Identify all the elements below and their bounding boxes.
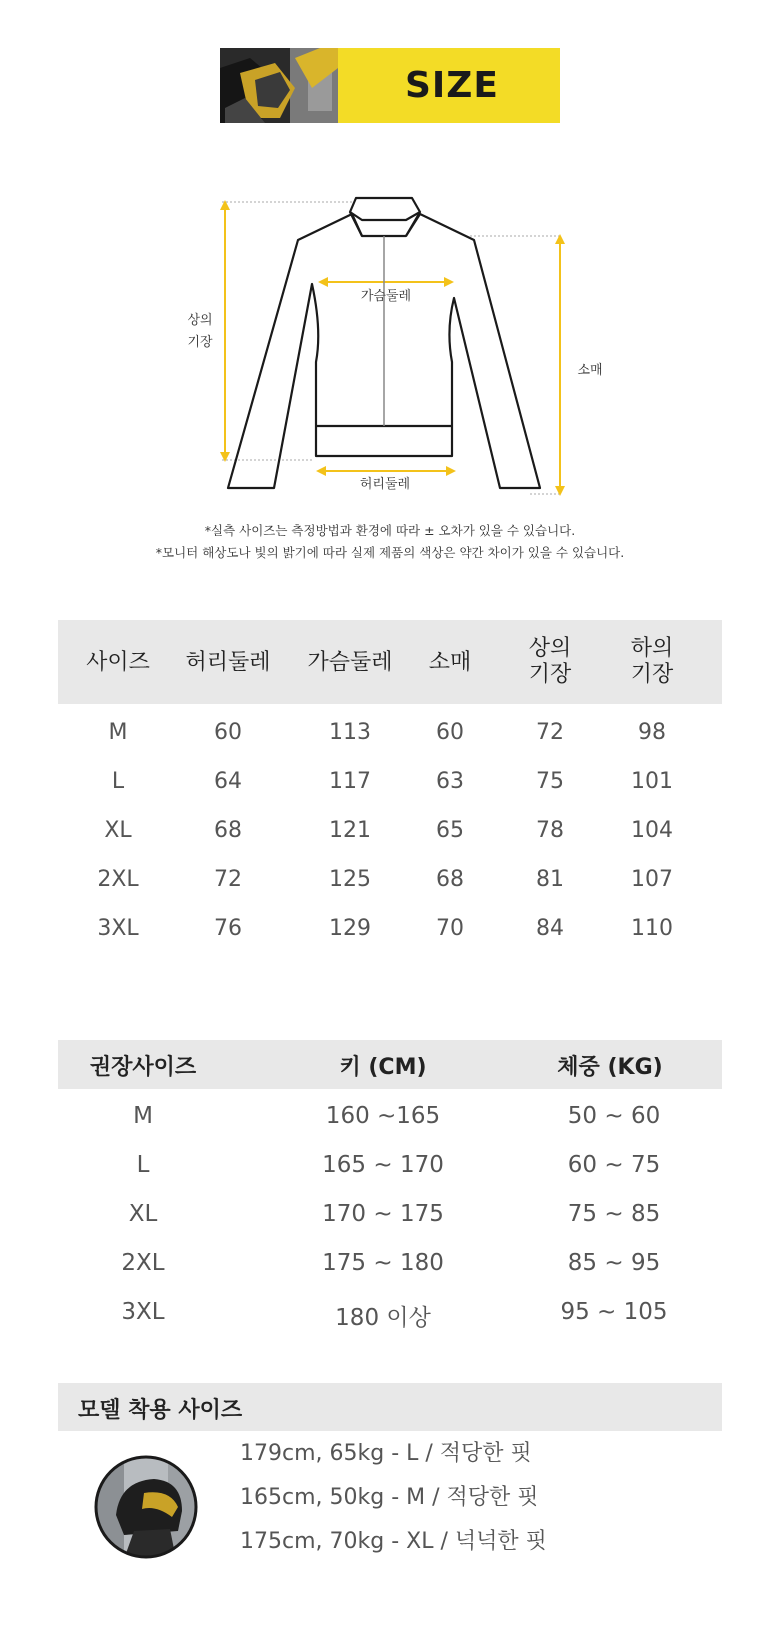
size-table-column-header-line: 사이즈 (86, 650, 150, 675)
jacket-diagram (0, 190, 780, 520)
model-section-title: 모델 착용 사이즈 (78, 1398, 243, 1423)
size-table-cell: 121 (329, 818, 371, 843)
size-table-cell: XL (104, 818, 132, 843)
note-monitor-color: *모니터 해상도나 빛의 밝기에 따라 실제 제품의 색상은 약간 차이가 있을 수 있습니다. (155, 545, 625, 560)
size-table-column-header (631, 636, 674, 688)
size-table-cell: 60 (436, 720, 464, 745)
size-table-cell: 3XL (97, 916, 139, 941)
size-table-cell: 63 (436, 769, 464, 794)
size-table-cell: 78 (536, 818, 564, 843)
size-table-cell: 84 (536, 916, 564, 941)
size-table-cell: 129 (329, 916, 371, 941)
note-measurement-tolerance: *실측 사이즈는 측정방법과 환경에 따라 ± 오차가 있을 수 있습니다. (204, 523, 576, 538)
recommend-table-cell: 165 ~ 170 (322, 1152, 444, 1178)
label-top-length (178, 310, 222, 354)
recommend-table-column-header: 체중 (KG) (557, 1055, 663, 1080)
size-table-cell: 72 (214, 867, 242, 892)
label-top-length-line1: 상의 (187, 313, 213, 328)
size-table-cell: 104 (631, 818, 673, 843)
size-table-cell: 72 (536, 720, 564, 745)
size-table-cell: 76 (214, 916, 242, 941)
label-waist: 허리둘레 (359, 477, 411, 492)
size-table-cell: 107 (631, 867, 673, 892)
size-table-cell: L (111, 769, 125, 794)
measurement-notes (0, 520, 780, 564)
label-sleeve: 소매 (577, 363, 603, 378)
recommend-table-cell: 3XL (121, 1299, 165, 1325)
recommend-table-cell: M (133, 1103, 153, 1129)
size-table-column-header (429, 650, 472, 676)
size-table-cell: M (108, 720, 128, 745)
size-table-cell: 68 (214, 818, 242, 843)
jacket-outline-illustration (0, 190, 780, 520)
recommend-table-cell: 170 ~ 175 (322, 1201, 444, 1227)
size-table-column-header-line: 기장 (630, 662, 674, 687)
size-table-cell: 2XL (97, 867, 139, 892)
size-table-column-header (529, 636, 572, 688)
size-table-column-header-line: 허리둘레 (185, 650, 271, 675)
model-section-header (58, 1383, 722, 1431)
size-table-cell: 65 (436, 818, 464, 843)
recommend-table-cell: XL (128, 1201, 158, 1227)
size-table-cell: 101 (631, 769, 673, 794)
size-table-cell: 64 (214, 769, 242, 794)
size-table-cell: 81 (536, 867, 564, 892)
recommend-table-cell: 95 ~ 105 (560, 1299, 668, 1325)
size-table-column-header-line: 하의 (630, 636, 674, 661)
size-table-column-header (86, 650, 150, 676)
size-table-cell: 117 (329, 769, 371, 794)
label-top-length-line2: 기장 (187, 335, 213, 350)
recommend-table-cell: L (136, 1152, 150, 1178)
recommend-table-cell: 180 이상 (335, 1305, 431, 1331)
recommend-table-column-header: 키 (CM) (339, 1055, 427, 1080)
model-line-1: 179cm, 65kg - L / 적당한 핏 (240, 1441, 532, 1466)
size-table-cell: 70 (436, 916, 464, 941)
recommend-table-cell: 75 ~ 85 (567, 1201, 661, 1227)
size-table-column-header-line: 가슴둘레 (307, 650, 393, 675)
size-table-cell: 60 (214, 720, 242, 745)
model-avatar (94, 1455, 198, 1559)
page-title: SIZE (404, 65, 500, 106)
recommend-table-cell: 60 ~ 75 (567, 1152, 661, 1178)
recommend-table-column-header: 권장사이즈 (89, 1055, 197, 1080)
size-table-cell: 68 (436, 867, 464, 892)
size-table-column-header-line: 소매 (428, 650, 472, 675)
recommend-table-cell: 160 ~165 (325, 1103, 441, 1129)
recommend-table-cell: 2XL (121, 1250, 165, 1276)
size-table-cell: 113 (329, 720, 371, 745)
size-table-column-header (185, 650, 270, 676)
size-table-cell: 75 (536, 769, 564, 794)
banner-title-area (338, 48, 560, 123)
size-table-cell: 125 (329, 867, 371, 892)
size-banner (220, 48, 560, 123)
recommend-table-cell: 50 ~ 60 (567, 1103, 661, 1129)
model-line-2: 165cm, 50kg - M / 적당한 핏 (240, 1485, 539, 1510)
recommend-table-cell: 85 ~ 95 (567, 1250, 661, 1276)
size-table-cell: 98 (638, 720, 666, 745)
size-table-column-header (307, 650, 392, 676)
recommend-table-cell: 175 ~ 180 (322, 1250, 444, 1276)
label-chest: 가슴둘레 (360, 289, 412, 304)
model-line-3: 175cm, 70kg - XL / 넉넉한 핏 (240, 1529, 547, 1554)
helmet-photo (220, 48, 338, 123)
size-table-column-header-line: 상의 (528, 636, 572, 661)
size-table-column-header-line: 기장 (528, 662, 572, 687)
size-table-cell: 110 (631, 916, 673, 941)
